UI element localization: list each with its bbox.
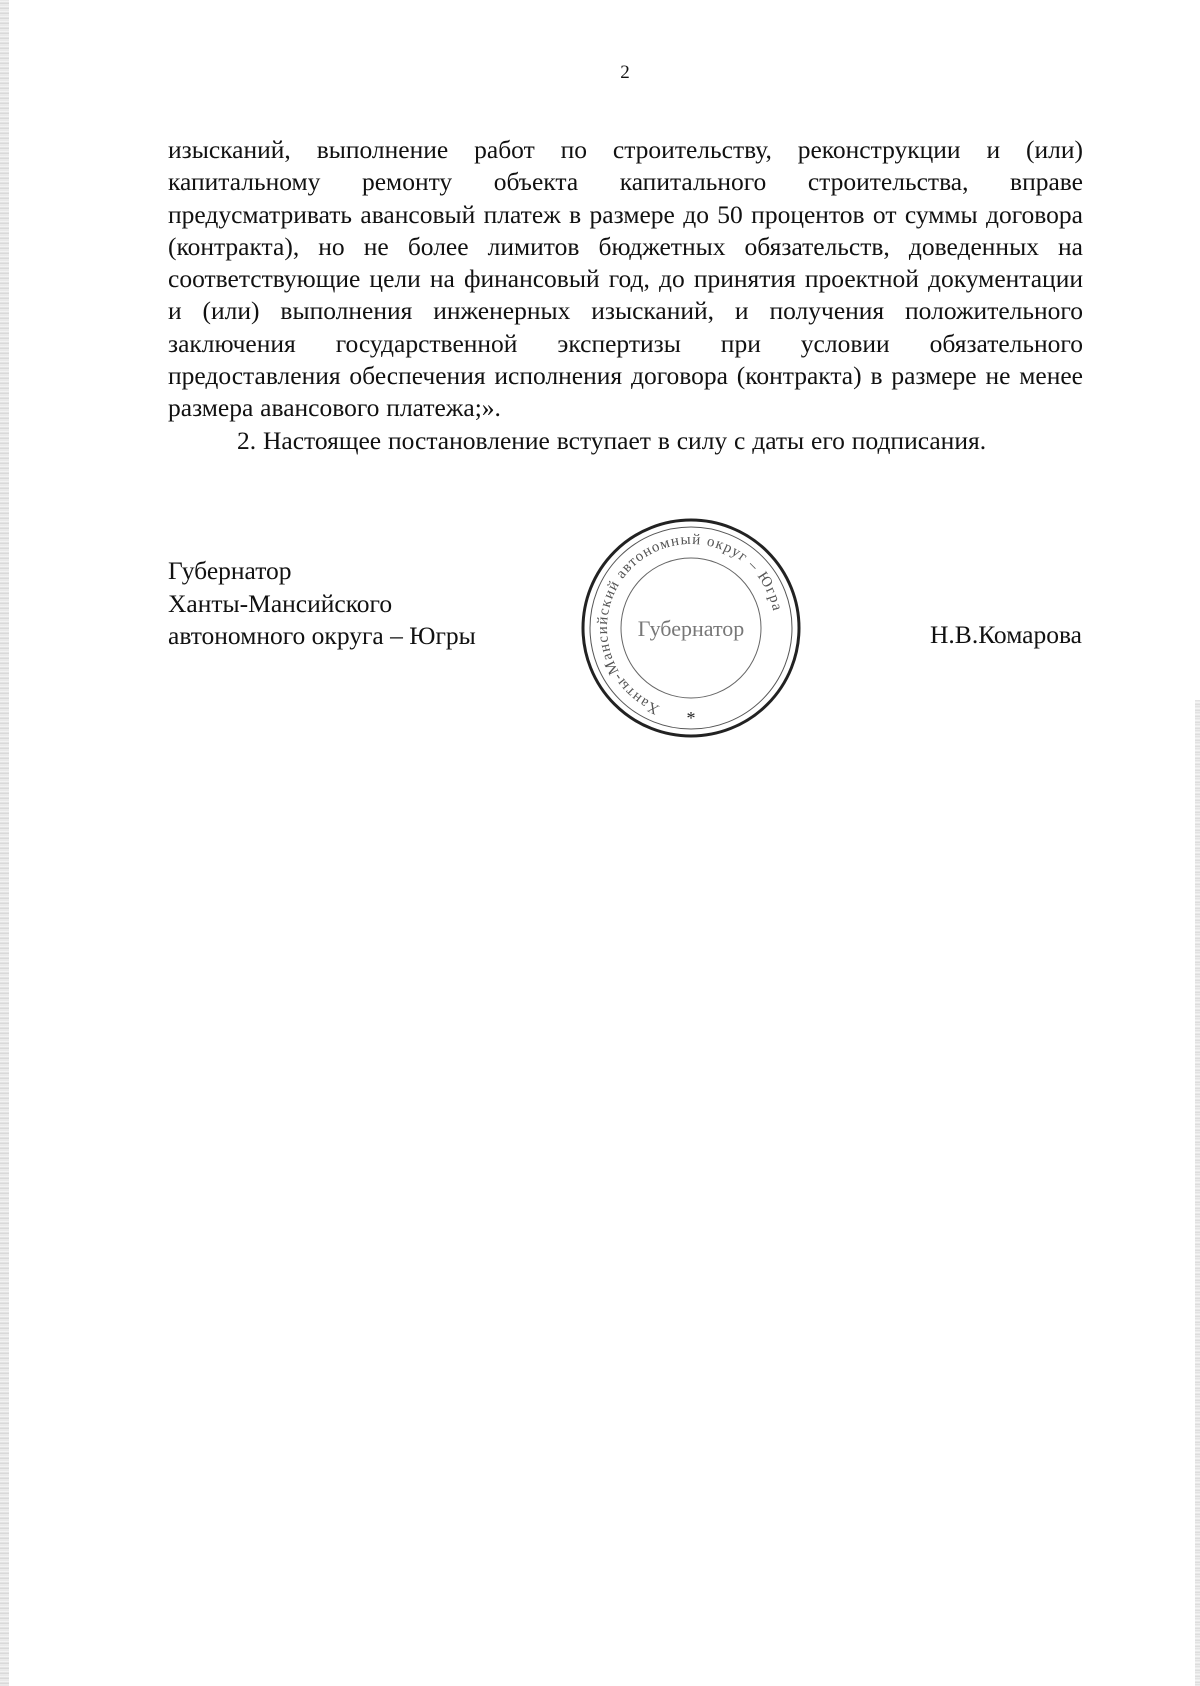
seal-center-text: Губернатор [637,616,745,641]
signature-title-line: Губернатор [168,556,292,585]
signature-title [168,555,476,653]
signature-title-line: автономного округа – Югры [168,621,476,650]
seal-star: * [686,708,696,728]
scan-edge-right [1195,700,1200,1686]
scan-edge-left [0,0,9,1686]
seal-ring-text: Ханты-Мансийский автономный округ – Югра [594,531,786,718]
signature-title-line: Ханты-Мансийского [168,588,393,618]
paragraph-continuation: изысканий, выполнение работ по строительству, реконструкции и (или) капитальному ремонту объекта капитального строительства, вправе предусматривать авансовый платеж в размере до 50 процентов от суммы договора (контракта), но не более лимитов бюджетных обязательств, доведенных на соответствующие цели на финансовый год, до принятия проектной документации и (или) выполнения инженерных изысканий, и получения положительного заключения государственной экспертизы при условии обязательного предоставления обеспечения исполнения договора (контракта) в размере не менее размера авансового платежа;». [168,135,1083,423]
signer-name: Н.В.Комарова [930,620,1082,649]
paragraph-effective-date: 2. Настоящее постановление вступает в силу с даты его подписания. [237,425,987,455]
official-seal [580,517,802,739]
page-number: 2 [620,62,630,83]
document-body [168,134,1083,457]
